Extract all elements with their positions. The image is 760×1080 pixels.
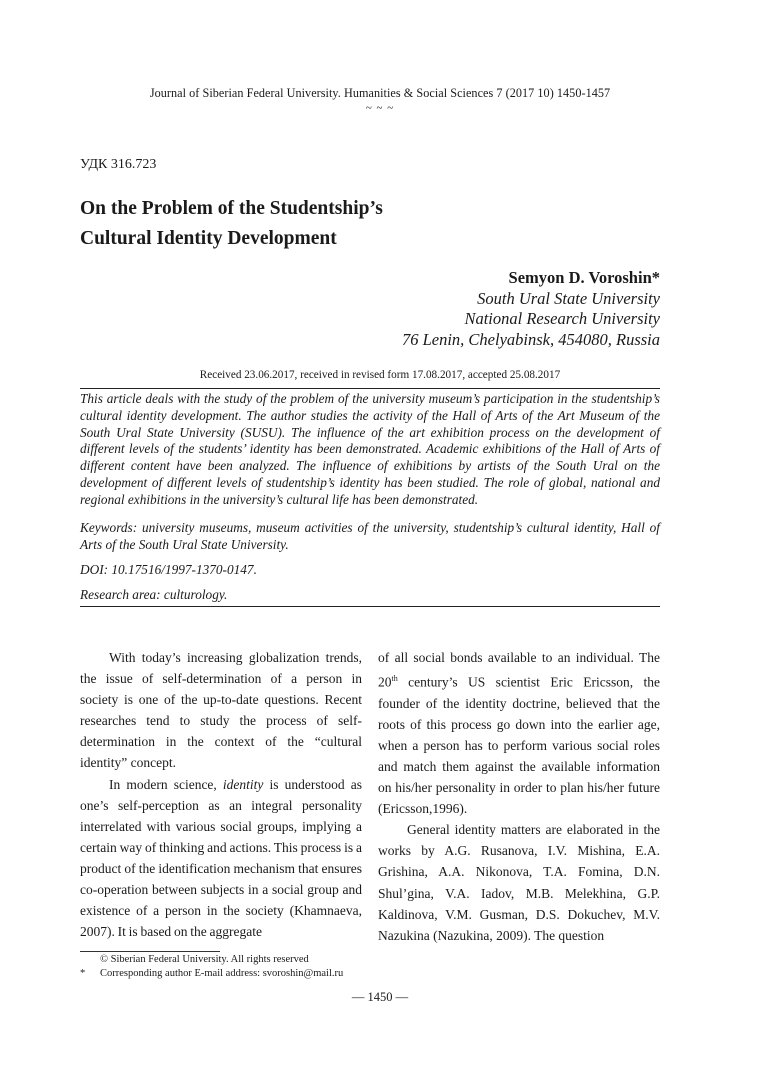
abstract-paragraph: This article deals with the study of the problem of the university museum’s participation in the studentship’s cultural identity development. The author studies the activity of the Hall of Arts of the Art Museum of the South Ural State University (SUSU). The influence of the art exhibition process on the development of different levels of the students’ identity has been demonstrated. Academic exhibitions of the Hall of Arts of different content have been analyzed. The influence of exhibitions by artists of the South Ural on the development of different levels of studentship’s identity has been studied. The role of global, national and regional exhibitions in the university’s cultural life has been demonstrated. <box>80 391 660 507</box>
article-title <box>80 194 580 254</box>
body-paragraph-4: General identity matters are elaborated in the works by A.G. Rusanova, I.V. Mishina, E.A. Grishina, A.A. Nikonova, T.A. Fomina, D.N. Shul’gina, V.A. Iadov, M.B. Melekhina, G.P. Kaldinova, V.M. Gusman, D.S. Dokuchev, M.V. Nazukina (Nazukina, 2009). The question <box>378 822 660 943</box>
footnote-rule <box>80 951 220 952</box>
title-line-2: Cultural Identity Development <box>80 228 337 249</box>
author-block <box>402 268 660 350</box>
footnote-copyright <box>80 954 309 965</box>
text-run: In modern science, <box>109 776 223 792</box>
author-name: Semyon D. Voroshin* <box>508 268 660 287</box>
body-column-right <box>378 647 660 946</box>
author-affiliation-1: South Ural State University <box>477 288 660 308</box>
superscript: th <box>391 674 398 684</box>
copyright-text: © Siberian Federal University. All rights reserved <box>100 954 309 965</box>
italic-term: identity <box>222 776 264 792</box>
doi: DOI: 10.17516/1997-1370-0147. <box>80 562 257 577</box>
footnote-corresponding <box>80 968 343 979</box>
author-address: 76 Lenin, Chelyabinsk, 454080, Russia <box>401 329 660 349</box>
body-column-left <box>80 647 362 942</box>
header-separator: ~ ~ ~ <box>365 102 395 114</box>
body-paragraph-2 <box>80 774 362 943</box>
footnote-marker: * <box>80 968 86 979</box>
text-run: century’s US scientist Eric Ericsson, the founder of the identity doctrine, believed that the roots of this process go down into the earlier age, when a person has to perform various social roles and match them against the available information on his/her personality in order to plan his/her future (Ericsson,1996). <box>378 674 660 817</box>
received-dates: Received 23.06.2017, received in revised form 17.08.2017, accepted 25.08.2017 <box>199 369 561 381</box>
author-affiliation-2: National Research University <box>464 309 660 328</box>
body-paragraph-1: With today’s increasing globalization trends, the issue of self-determination of a person in society is one of the up-to-date questions. Recent researches tend to study the process of self-determination in the context of the “cultural identity” concept. <box>80 650 362 771</box>
text-run: of all social bonds available to an individual. The 20 <box>378 650 660 690</box>
journal-header: Journal of Siberian Federal University. Humanities & Social Sciences 7 (2017 10) 1450-1457 <box>149 86 611 100</box>
page-number: — 1450 — <box>351 990 409 1004</box>
udk-code: УДК 316.723 <box>80 157 157 172</box>
title-line-1: On the Problem of the Studentship’s <box>80 198 383 219</box>
text-run: is understood as one’s self-perception as an integral personality interrelated with various social groups, implying a certain way of thinking and actions. This process is a product of the identification mechanism that ensures co-operation between subjects in a social group and existence of a person in the society (Khamnaeva, 2007). It is based on the aggregate <box>80 776 362 940</box>
research-area: Research area: culturology. <box>80 587 228 602</box>
corresponding-author-text: Corresponding author E-mail address: svoroshin@mail.ru <box>100 968 344 979</box>
body-paragraph-3 <box>378 647 660 819</box>
abstract-bottom-rule <box>80 606 660 607</box>
abstract-text <box>80 391 660 509</box>
abstract-top-rule <box>80 388 660 389</box>
keywords: Keywords: university museums, museum activities of the university, studentship’s cultural identity, Hall of Arts of the South Ural State University. <box>80 520 660 552</box>
